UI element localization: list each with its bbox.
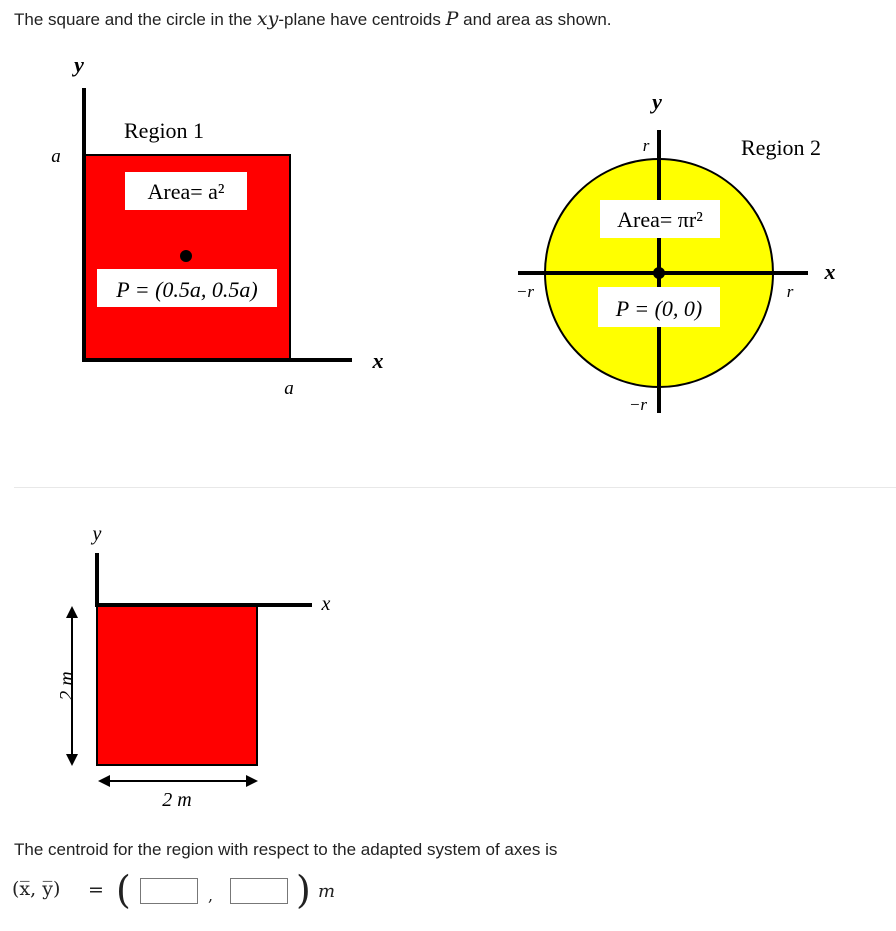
region1-title: Region 1 bbox=[124, 118, 205, 143]
comma: , bbox=[208, 886, 214, 905]
problem-square bbox=[97, 605, 257, 765]
width-dimension-label: 2 m bbox=[162, 789, 192, 811]
prompt-p: P bbox=[445, 8, 459, 30]
region2-area-label: Area= πr² bbox=[617, 207, 703, 232]
region2-x-label: x bbox=[824, 259, 836, 284]
prompt-xy: xy bbox=[256, 8, 279, 30]
region1-y-label: y bbox=[74, 52, 84, 77]
region2-r-top: r bbox=[642, 136, 650, 155]
region2-title: Region 2 bbox=[741, 135, 822, 160]
question-text: The centroid for the region with respect to the adapted system of axes is bbox=[14, 840, 558, 859]
section-divider bbox=[14, 487, 896, 488]
prompt-part: The square and the circle in the bbox=[14, 10, 257, 29]
open-paren: ( bbox=[116, 868, 131, 912]
region1-centroid-label: P = (0.5a, 0.5a) bbox=[116, 277, 258, 302]
region1-a-bottom: a bbox=[284, 378, 294, 399]
arrow-up-icon bbox=[66, 606, 78, 618]
region1-x-label: x bbox=[372, 348, 384, 373]
answer-row bbox=[12, 868, 512, 916]
problem-figure bbox=[56, 523, 331, 811]
arrow-left-icon bbox=[98, 775, 110, 787]
unit-label: m bbox=[318, 881, 336, 902]
equals-sign: = bbox=[88, 879, 104, 901]
x-bar-input[interactable] bbox=[140, 878, 198, 904]
close-paren: ) bbox=[296, 868, 311, 912]
region1-a-left: a bbox=[51, 146, 61, 167]
prompt-part: and area as shown. bbox=[458, 10, 612, 29]
region2-neg-r-left: −r bbox=[515, 282, 535, 301]
problem-x-label: x bbox=[321, 593, 331, 615]
prompt-part: -plane have centroids bbox=[278, 10, 446, 29]
problem-y-label: y bbox=[92, 523, 102, 545]
region2-centroid-dot bbox=[653, 267, 665, 279]
region2-figure bbox=[516, 89, 836, 414]
region2-centroid-label: P = (0, 0) bbox=[615, 296, 703, 321]
height-dimension-label: 2 m bbox=[56, 671, 78, 701]
arrow-down-icon bbox=[66, 754, 78, 766]
arrow-right-icon bbox=[246, 775, 258, 787]
answer-label: (x̅, y̅) bbox=[12, 878, 61, 900]
region1-figure bbox=[51, 52, 383, 399]
region2-r-right: r bbox=[786, 282, 794, 301]
region2-neg-r-bottom: −r bbox=[628, 395, 648, 414]
region1-centroid-dot bbox=[180, 250, 192, 262]
region1-area-label: Area= a² bbox=[147, 179, 225, 204]
y-bar-input[interactable] bbox=[230, 878, 288, 904]
region2-y-label: y bbox=[652, 89, 662, 114]
